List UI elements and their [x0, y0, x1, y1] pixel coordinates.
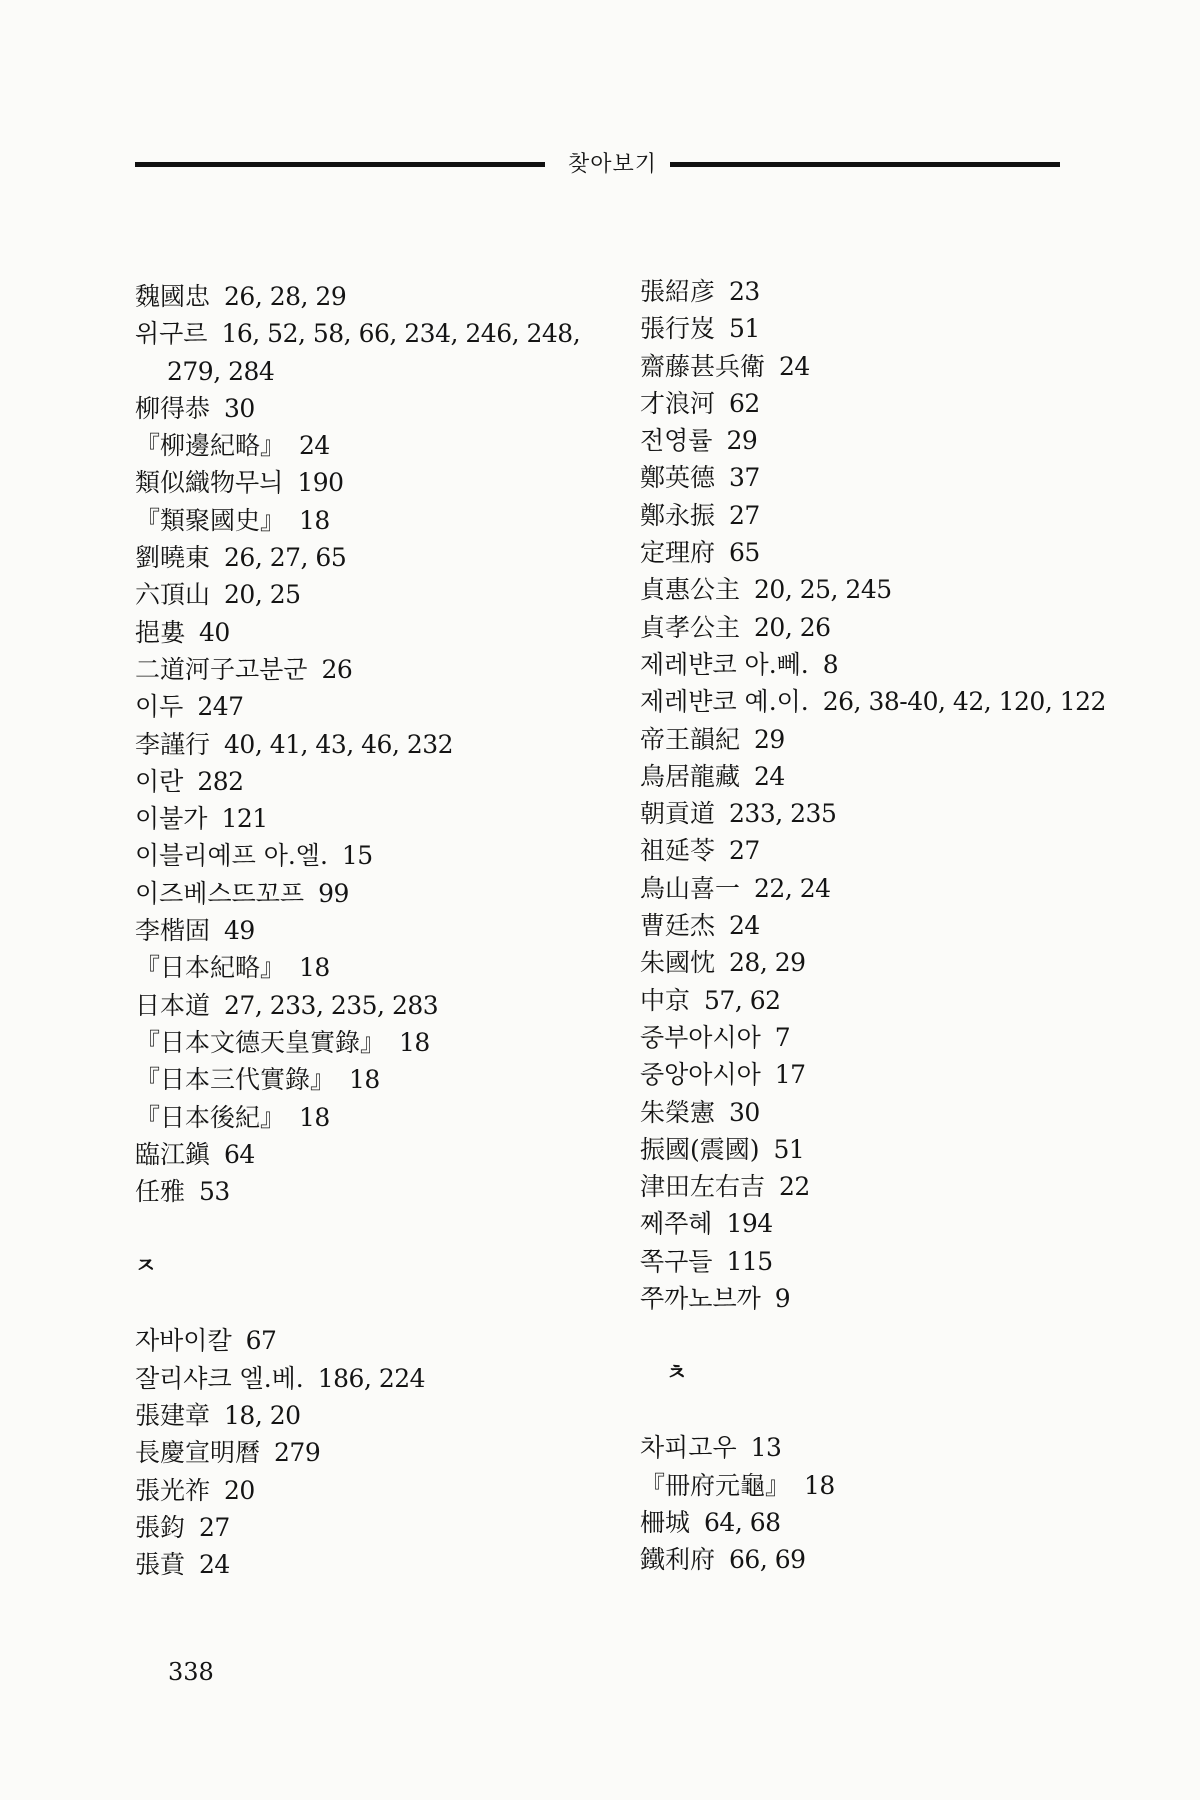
- index-term: 張鈞: [135, 1512, 186, 1542]
- index-entry: [640, 534, 1070, 571]
- index-pages: 13: [750, 1433, 782, 1463]
- index-entry: [640, 1094, 1070, 1131]
- index-pages: 18: [299, 1102, 330, 1132]
- index-entry: [640, 1504, 1070, 1541]
- index-term: 『日本文德天皇實錄』: [135, 1027, 386, 1057]
- index-pages: 121: [221, 804, 268, 834]
- index-term: 鄭永振: [640, 500, 716, 530]
- index-term: 張行岌: [640, 314, 716, 344]
- index-entry: [640, 982, 1070, 1019]
- index-pages: 28, 29: [729, 948, 806, 978]
- index-entry: [135, 1173, 615, 1210]
- section-spacer: [640, 1392, 1070, 1429]
- index-term: 鳥居龍藏: [640, 761, 741, 791]
- index-pages: 53: [199, 1177, 230, 1207]
- index-term: 李謹行: [135, 729, 211, 759]
- index-pages: 18: [804, 1470, 835, 1500]
- index-term: 挹婁: [135, 617, 186, 647]
- index-pages: 7: [774, 1022, 791, 1052]
- index-term: 중부아시아: [640, 1022, 761, 1052]
- index-pages: 20, 25, 245: [754, 575, 892, 605]
- index-entry: [640, 273, 1070, 310]
- index-term: 제레뱐코 아.뻬.: [640, 649, 809, 679]
- index-term: 貞惠公主: [640, 575, 741, 605]
- index-pages: 20, 26: [754, 612, 831, 642]
- index-pages: 26, 38-40, 42, 120, 122: [822, 687, 1106, 717]
- index-term: 張建章: [135, 1400, 211, 1430]
- index-term: 朝貢道: [640, 799, 716, 829]
- index-term: 二道河子고분군: [135, 654, 308, 684]
- index-pages: 29: [726, 426, 758, 456]
- index-entry: [135, 576, 615, 613]
- index-pages: 20: [224, 1475, 255, 1505]
- index-entry: [640, 1056, 1070, 1093]
- index-pages: 20, 25: [224, 580, 301, 610]
- index-term: 任雅: [135, 1177, 186, 1207]
- index-entry: [640, 1168, 1070, 1205]
- index-pages: 51: [773, 1134, 805, 1164]
- header-rule-right: [670, 162, 1060, 167]
- index-entry: [135, 464, 615, 501]
- index-entry: [135, 539, 615, 576]
- index-pages: 57, 62: [704, 985, 781, 1015]
- index-pages: 16, 52, 58, 66, 234, 246, 248, 279, 284: [167, 319, 581, 386]
- index-entry: [640, 1019, 1070, 1056]
- index-pages: 9: [774, 1284, 791, 1314]
- index-entry: [640, 459, 1070, 496]
- index-entry: [135, 651, 615, 688]
- index-entry: [640, 422, 1070, 459]
- index-pages: 62: [729, 388, 760, 418]
- index-term: 이불가: [135, 804, 208, 834]
- index-entry: [640, 497, 1070, 534]
- index-pages: 65: [729, 538, 760, 568]
- section-spacer: [135, 1210, 615, 1247]
- index-term: 중앙아시아: [640, 1060, 761, 1090]
- index-term: 才浪河: [640, 388, 716, 418]
- index-pages: 190: [297, 468, 344, 498]
- index-entry: [640, 758, 1070, 795]
- header-title: 찾아보기: [567, 152, 657, 177]
- index-entry: [135, 1434, 615, 1471]
- index-pages: 279: [274, 1438, 321, 1468]
- index-pages: 24: [199, 1550, 230, 1580]
- index-pages: 194: [726, 1209, 773, 1239]
- index-term: 鳥山喜一: [640, 873, 741, 903]
- index-term: 쪽구들: [640, 1246, 713, 1276]
- index-term: 曹廷杰: [640, 911, 716, 941]
- page-number: 338: [168, 1658, 214, 1686]
- index-pages: 29: [754, 724, 785, 754]
- index-term: 전영률: [640, 426, 713, 456]
- index-entry: [640, 1541, 1070, 1578]
- index-term: 이즈베스뜨꼬프: [135, 878, 305, 908]
- index-term: 定理府: [640, 538, 716, 568]
- index-pages: 24: [729, 911, 760, 941]
- index-term: 長慶宣明曆: [135, 1438, 261, 1468]
- index-entry: [135, 1546, 615, 1583]
- index-pages: 8: [822, 649, 839, 679]
- index-term: 쩨쭈혜: [640, 1209, 713, 1239]
- index-entry: [135, 614, 615, 651]
- index-pages: 40, 41, 43, 46, 232: [224, 729, 454, 759]
- index-term: 『類聚國史』: [135, 505, 286, 535]
- index-pages: 17: [774, 1060, 806, 1090]
- index-term: 제레뱐코 예.이.: [640, 687, 809, 717]
- index-term: 이블리예프 아.엘.: [135, 841, 328, 871]
- index-entry: [135, 1509, 615, 1546]
- index-entry: [135, 1024, 615, 1061]
- index-term: 張賁: [135, 1550, 186, 1580]
- index-entry: [640, 1280, 1070, 1317]
- index-pages: 18: [299, 505, 330, 535]
- index-pages: 22, 24: [754, 873, 831, 903]
- index-pages: 27, 233, 235, 283: [224, 990, 439, 1020]
- index-entry: [640, 721, 1070, 758]
- index-entry: [135, 502, 615, 539]
- section-spacer: [135, 1285, 615, 1322]
- index-entry: [640, 310, 1070, 347]
- index-entry: [135, 763, 615, 800]
- index-pages: 26: [321, 654, 353, 684]
- index-pages: 30: [224, 393, 255, 423]
- index-entry: [135, 390, 615, 427]
- index-pages: 186, 224: [317, 1363, 426, 1393]
- index-pages: 24: [779, 351, 810, 381]
- index-column-left: [135, 278, 615, 1583]
- index-pages: 26, 27, 65: [224, 543, 347, 573]
- index-pages: 18: [399, 1027, 430, 1057]
- index-pages: 18: [299, 953, 330, 983]
- index-entry: [135, 1099, 615, 1136]
- index-term: 中京: [640, 985, 691, 1015]
- index-entry: [135, 726, 615, 763]
- index-term: 臨江鎭: [135, 1139, 211, 1169]
- index-pages: 24: [299, 431, 330, 461]
- index-term: 劉曉東: [135, 543, 211, 573]
- index-pages: 18: [349, 1065, 380, 1095]
- index-entry: [135, 278, 615, 315]
- index-entry: [640, 870, 1070, 907]
- index-entry: [640, 1243, 1070, 1280]
- index-entry: [640, 907, 1070, 944]
- section-letter-heading: ㅈ: [135, 1253, 157, 1279]
- index-entry: [640, 1205, 1070, 1242]
- index-entry: [640, 795, 1070, 832]
- index-term: 鄭英德: [640, 463, 716, 493]
- index-pages: 66, 69: [729, 1545, 806, 1575]
- index-entry: [135, 1136, 615, 1173]
- index-entry: [640, 348, 1070, 385]
- index-term: 柵城: [640, 1507, 691, 1537]
- index-term: 六頂山: [135, 580, 211, 610]
- index-entry: [135, 1360, 615, 1397]
- index-entry: [135, 427, 615, 464]
- index-entry: [640, 571, 1070, 608]
- index-entry: [135, 1397, 615, 1434]
- index-entry: [135, 987, 615, 1024]
- index-pages: 64: [224, 1139, 255, 1169]
- index-entry: [135, 949, 615, 986]
- index-pages: 30: [729, 1097, 760, 1127]
- section-spacer: [640, 1317, 1070, 1354]
- index-pages: 67: [245, 1326, 277, 1356]
- index-entry: [640, 1429, 1070, 1466]
- index-term: 朱國忱: [640, 948, 716, 978]
- index-entry: [640, 385, 1070, 422]
- index-entry: [640, 944, 1070, 981]
- index-entry: [640, 609, 1070, 646]
- index-term: 津田左右吉: [640, 1172, 766, 1202]
- index-entry: [135, 800, 615, 837]
- index-pages: 27: [729, 836, 760, 866]
- index-term: 쭈까노브까: [640, 1284, 761, 1314]
- index-pages: 15: [341, 841, 373, 871]
- index-entry: [135, 875, 615, 912]
- index-term: 자바이칼: [135, 1326, 232, 1356]
- index-pages: 27: [729, 500, 760, 530]
- index-entry: [135, 912, 615, 949]
- index-pages: 18, 20: [224, 1400, 301, 1430]
- index-pages: 22: [779, 1172, 810, 1202]
- index-entry: [640, 832, 1070, 869]
- index-entry: [640, 1467, 1070, 1504]
- index-term: 『柳邊紀略』: [135, 431, 286, 461]
- index-pages: 233, 235: [729, 799, 837, 829]
- index-entry: [640, 683, 1106, 720]
- index-term: 잘리샤크 엘.베.: [135, 1363, 304, 1393]
- index-term: 『日本後紀』: [135, 1102, 286, 1132]
- index-pages: 247: [197, 692, 244, 722]
- index-pages: 26, 28, 29: [224, 282, 347, 311]
- index-term: 齋藤甚兵衛: [640, 351, 766, 381]
- index-term: 이란: [135, 766, 184, 796]
- index-term: 祖延苓: [640, 836, 716, 866]
- section-letter-heading: ㅊ: [666, 1360, 688, 1386]
- index-entry: [135, 688, 615, 725]
- index-term: 柳得恭: [135, 393, 211, 423]
- index-pages: 37: [729, 463, 760, 493]
- index-term: 『日本紀略』: [135, 953, 286, 983]
- index-entry: [135, 1322, 615, 1359]
- index-term: 帝王韻紀: [640, 724, 741, 754]
- index-column-right: [640, 273, 1106, 1578]
- header-rule-left: [135, 162, 545, 167]
- index-pages: 23: [729, 277, 760, 306]
- index-term: 張紹彦: [640, 277, 716, 306]
- index-term: 振國(震國): [640, 1134, 760, 1164]
- running-header: [135, 145, 1060, 185]
- index-pages: 99: [318, 878, 349, 908]
- index-term: 朱榮憲: [640, 1097, 716, 1127]
- index-term: 『冊府元龜』: [640, 1470, 791, 1500]
- index-term: 『日本三代實錄』: [135, 1065, 336, 1095]
- index-term: 張光祚: [135, 1475, 211, 1505]
- index-term: 이두: [135, 692, 184, 722]
- index-term: 魏國忠: [135, 282, 211, 311]
- index-entry: [640, 646, 1070, 683]
- index-pages: 282: [197, 766, 244, 796]
- index-pages: 27: [199, 1512, 230, 1542]
- index-pages: 24: [754, 761, 785, 791]
- index-term: 貞孝公主: [640, 612, 741, 642]
- index-term: 日本道: [135, 990, 211, 1020]
- index-term: 李楷固: [135, 916, 211, 946]
- index-pages: 40: [199, 617, 230, 647]
- index-pages: 51: [729, 314, 760, 344]
- index-entry: [640, 1131, 1070, 1168]
- index-term: 鐵利府: [640, 1545, 716, 1575]
- index-entry: [135, 315, 615, 390]
- index-term: 類似織物무늬: [135, 468, 284, 498]
- index-entry: [135, 837, 615, 874]
- index-pages: 64, 68: [704, 1507, 781, 1537]
- index-term: 차피고우: [640, 1433, 737, 1463]
- index-pages: 49: [224, 916, 255, 946]
- index-entry: [135, 1472, 615, 1509]
- index-pages: 115: [726, 1246, 773, 1276]
- index-term: 위구르: [135, 319, 208, 349]
- index-entry: [135, 1061, 615, 1098]
